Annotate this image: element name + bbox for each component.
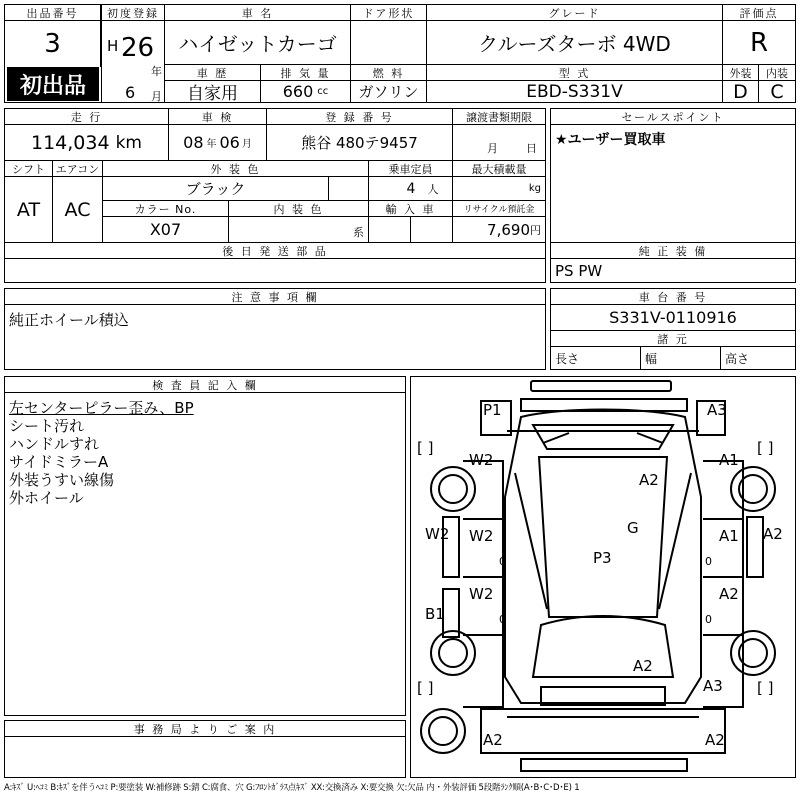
mark-a2-door2: A2 [719, 585, 739, 603]
dims-label: 諸 元 [551, 331, 795, 347]
header-block [4, 4, 796, 103]
int-label: 内装 [759, 65, 795, 81]
plate-label: 登 録 番 号 [267, 109, 453, 125]
mark-a2-br: A2 [705, 731, 725, 749]
int-color-cell [229, 217, 369, 243]
history-label: 車 歴 [165, 65, 261, 81]
mileage-cell [5, 125, 169, 161]
displacement-label: 排 気 量 [261, 65, 351, 81]
load-cell [453, 177, 545, 201]
mark-a2-side: A2 [763, 525, 783, 543]
sales-genuine-block [550, 108, 796, 283]
grade-value: クルーズターボ 4WD [427, 21, 723, 65]
history-value: 自家用 [165, 81, 261, 102]
inspection-month: 06 [219, 133, 240, 152]
transfer-cell [453, 125, 545, 161]
mark-b1: B1 [425, 605, 445, 623]
mileage-label: 走 行 [5, 109, 169, 125]
color-label: 外 装 色 [103, 161, 369, 177]
office-label: 事 務 局 よ り ご 案 内 [5, 721, 405, 737]
reg-month-unit: 月 [151, 90, 162, 103]
dim-width: 幅 [641, 347, 721, 369]
sales-point-label: セールスポイント [551, 109, 795, 125]
lot-number: 3 [5, 21, 101, 67]
seats-value: 4 [406, 180, 416, 197]
color-no-label: カラー No. [103, 201, 229, 217]
mark-a2-hood: A2 [639, 471, 659, 489]
mark-w2-door2: W2 [469, 585, 494, 603]
mark-w2-door1: W2 [469, 527, 494, 545]
chassis-value: S331V-0110916 [551, 305, 795, 331]
inspection-cell [169, 125, 267, 161]
transfer-month: 月 [487, 142, 498, 155]
load-label: 最大積載量 [453, 161, 545, 177]
ext-value: D [723, 81, 759, 102]
inspector-block [4, 376, 406, 716]
fuel-value: ガソリン [351, 81, 427, 102]
recycle-value: 7,690 [487, 220, 530, 239]
later-parts-value [5, 259, 545, 282]
fuel-label: 燃 料 [351, 65, 427, 81]
reg-year: 26 [121, 33, 155, 63]
inspector-line: ハンドルすれ [9, 435, 100, 453]
mark-a2-rear: A2 [633, 657, 653, 675]
color-no-value: X07 [103, 217, 229, 243]
mark-zero3: 0 [499, 613, 506, 626]
int-value: C [770, 81, 784, 102]
inspection-year: 08 [183, 133, 204, 152]
ext-label: 外装 [723, 65, 759, 81]
seats-cell [369, 177, 453, 201]
office-block [4, 720, 406, 778]
door-label: ドア形状 [351, 5, 427, 21]
mark-w2-fl: W2 [469, 451, 494, 469]
door-value [351, 21, 427, 65]
inspector-line: 左センターピラー歪み、BP [9, 399, 194, 417]
color-extra [329, 177, 369, 201]
import-cell-a [369, 217, 411, 243]
seats-label: 乗車定員 [369, 161, 453, 177]
recycle-label: リサイクル預託金 [453, 201, 545, 217]
displacement-value: 660 [282, 82, 314, 101]
mark-a2-bl: A2 [483, 731, 503, 749]
sales-point-text: ★ユーザー買取車 [551, 125, 795, 243]
load-unit: kg [528, 183, 541, 194]
ac-value: AC [53, 177, 103, 243]
dim-height: 高さ [725, 351, 750, 366]
name-label: 車 名 [165, 5, 351, 21]
bracket-r1: [ ] [757, 439, 774, 457]
reg-era: H [107, 37, 119, 55]
vehicle-details [4, 108, 546, 283]
inspection-label: 車 検 [169, 109, 267, 125]
recycle-unit: 円 [530, 223, 541, 237]
transfer-day: 日 [526, 142, 537, 155]
import-cell-b [411, 217, 453, 243]
displacement-unit: cc [317, 86, 329, 97]
inspector-line: 外装うすい線傷 [9, 471, 115, 489]
damage-diagram [410, 376, 796, 778]
plate-value: 熊谷 480テ9457 [267, 125, 453, 161]
mark-a1-fr: A1 [719, 451, 739, 469]
int-color-label: 内 装 色 [229, 201, 369, 217]
inspection-year-unit: 年 [206, 139, 217, 150]
mark-p1: P1 [483, 401, 502, 419]
mark-p3: P3 [593, 549, 612, 567]
inspection-month-unit: 月 [241, 139, 252, 150]
car-name: ハイゼットカーゴ [165, 21, 351, 65]
transfer-label: 譲渡書類期限 [453, 109, 545, 125]
import-label: 輸 入 車 [369, 201, 453, 217]
dim-length: 長さ [551, 347, 641, 369]
first-listing-badge: 初出品 [7, 67, 99, 101]
score-value: R [723, 21, 795, 65]
chassis-label: 車 台 番 号 [551, 289, 795, 305]
genuine-text: PS PW [555, 261, 603, 280]
later-parts-label: 後 日 発 送 部 品 [5, 243, 545, 259]
model-label: 型 式 [427, 65, 723, 81]
ac-label: エアコン [53, 161, 103, 177]
caution-text: 純正ホイール積込 [9, 311, 129, 329]
car-diagram-svg [411, 377, 795, 777]
color-value: ブラック [103, 177, 329, 201]
shift-value: AT [5, 177, 53, 243]
displacement-cell [261, 81, 351, 102]
bracket-l1: [ ] [417, 439, 434, 457]
recycle-cell [453, 217, 545, 243]
reg-label: 初度登録 [102, 5, 165, 21]
chassis-block [550, 288, 796, 370]
bracket-r2: [ ] [757, 679, 774, 697]
inspector-line: サイドミラーA [9, 453, 109, 471]
caution-label: 注 意 事 項 欄 [5, 289, 545, 305]
score-label: 評価点 [723, 5, 795, 21]
shift-label: シフト [5, 161, 53, 177]
mileage-value: 114,034 [31, 131, 110, 154]
genuine-label: 純 正 装 備 [551, 243, 795, 259]
mark-a3-rear: A3 [703, 677, 723, 695]
bracket-l2: [ ] [417, 679, 434, 697]
inspector-line: シート汚れ [9, 417, 85, 435]
legend-text: A:ｷｽﾞ U:ﾍｺﾐ B:ｷｽﾞを伴うﾍｺﾐ P:要塗装 W:補修跡 S:錆 C:腐食、穴 G:ﾌﾛﾝﾄｶﾞﾗｽ点ｷｽﾞ XX:交換済み X:要交換 欠:欠品 内・外装評価 5段階ﾗﾝｸ順(A･B･C･D･E) 1 [4, 783, 580, 793]
seats-unit: 人 [427, 182, 439, 196]
reg-month: 6 [125, 83, 136, 102]
mark-a1-door1: A1 [719, 527, 739, 545]
mark-g: G [627, 519, 639, 537]
reg-year-unit: 年 [151, 65, 162, 78]
mark-zero1: 0 [499, 555, 506, 568]
grade-label: グレード [427, 5, 723, 21]
model-value: EBD-S331V [427, 81, 723, 102]
mileage-unit: km [115, 132, 142, 153]
lot-label: 出品番号 [5, 5, 101, 21]
mark-zero2: 0 [705, 555, 712, 568]
caution-block [4, 288, 546, 370]
mark-w2-side: W2 [425, 525, 450, 543]
inspector-line: 外ホイール [9, 489, 84, 507]
mark-zero4: 0 [705, 613, 712, 626]
mark-a3-top: A3 [707, 401, 727, 419]
int-color-unit: 系 [353, 226, 364, 239]
inspector-label: 検 査 員 記 入 欄 [5, 377, 405, 393]
